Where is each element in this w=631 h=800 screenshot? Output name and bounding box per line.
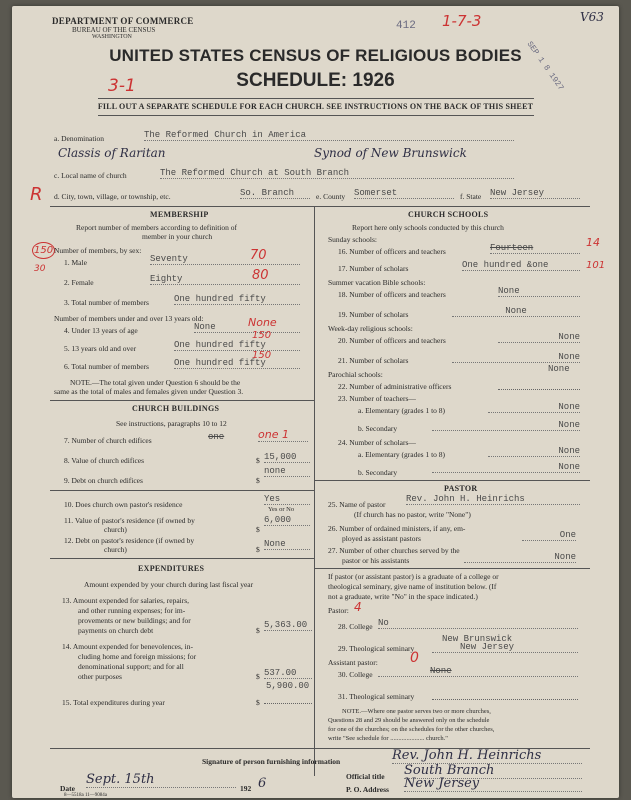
corner-mark: V63 <box>580 10 604 24</box>
other-churches-value: None <box>464 552 576 563</box>
scholars-label: 24. Number of scholars— <box>338 438 416 447</box>
edifices-typed: one <box>208 432 225 442</box>
total-expenditures-label: 15. Total expenditures during year <box>62 698 165 707</box>
benevolences-value: 537.00 <box>264 668 312 679</box>
assistant-hand-mark: 0 <box>410 650 419 666</box>
margin-30-mark: 30 <box>34 264 46 274</box>
official-title-hand: South Branch <box>404 763 582 779</box>
running-expenses-label-1: 13. Amount expended for salaries, repairs, <box>62 596 190 605</box>
assistant-subhead: Assistant pastor: <box>328 658 378 667</box>
pastor-rule <box>314 568 590 569</box>
signature-label: Signature of person furnishing information <box>202 757 341 766</box>
signature-hand: Rev. John H. Heinrichs <box>392 748 582 764</box>
admin-officers-label: 22. Number of administrative officers <box>338 382 452 391</box>
po-address-label: P. O. Address <box>346 785 389 794</box>
date-label: Date <box>60 784 75 793</box>
residence-debt-dollar: $ <box>256 545 260 554</box>
assistant-seminary-label: 31. Theological seminary <box>338 692 415 701</box>
other-churches-label-2: pastor or his assistants <box>342 556 410 565</box>
received-stamp: SEP 1 8 1927 <box>524 40 566 93</box>
membership-intro-1: Report number of members according to definition of <box>76 223 237 232</box>
expenditures-title: EXPENDITURES <box>138 564 205 573</box>
admin-officers-line <box>498 380 580 390</box>
benevolences-dollar: $ <box>256 672 260 681</box>
female-hand: 80 <box>252 268 269 283</box>
teachers-elementary-value: None <box>488 402 580 413</box>
summer-schools-label: Summer vacation Bible schools: <box>328 278 426 287</box>
sunday-teachers-hand: 14 <box>586 236 600 249</box>
running-expenses-label-4: payments on church debt <box>78 626 154 635</box>
membership-rule <box>50 400 314 401</box>
running-expenses-dollar: $ <box>256 626 260 635</box>
residence-debt-value: None <box>264 539 310 550</box>
owns-residence-label: 10. Does church own pastor's residence <box>64 500 183 509</box>
assistant-pastors-label-1: 26. Number of ordained ministers, if any, em- <box>328 524 466 533</box>
weekday-schools-label: Week-day religious schools: <box>328 324 413 333</box>
pastor-college-value: No <box>378 618 578 629</box>
other-churches-label-1: 27. Number of other churches served by the <box>328 546 460 555</box>
residence-value-label-1: 11. Value of pastor's residence (if owned by <box>64 516 195 525</box>
total-expenditures-line <box>264 694 312 704</box>
city-value: So. Branch <box>240 188 310 199</box>
residence-value: 6,000 <box>264 515 310 526</box>
yes-no-hint: Yes or No <box>268 506 295 513</box>
expenditures-intro: Amount expended by your church during last fiscal year <box>84 580 254 589</box>
state-label: f. State <box>460 192 482 201</box>
stamp-number: 412 <box>396 20 416 32</box>
synod-handwritten: Synod of New Brunswick <box>314 146 467 160</box>
pastor-hand-mark: 4 <box>354 600 362 614</box>
washington-heading: WASHINGTON <box>92 34 132 40</box>
pastor-note-4: write "See schedule for ..................... church." <box>328 735 448 742</box>
over-13-label: 5. 13 years old and over <box>64 344 137 353</box>
total-members-2-value: One hundred fifty <box>174 358 300 369</box>
edifice-value-dollar: $ <box>256 456 260 465</box>
female-value: Eighty <box>150 274 300 285</box>
census-schedule-sheet <box>12 6 619 798</box>
total-members-2-label: 6. Total number of members <box>64 362 149 371</box>
running-expenses-label-2: and other running expenses; for im- <box>78 606 186 615</box>
residence-debt-label-1: 12. Debt on pastor's residence (if owned by <box>64 536 195 545</box>
summer-scholars-value: None <box>452 306 580 317</box>
city-label: d. City, town, village, or township, etc. <box>54 192 171 201</box>
header-rule <box>98 98 534 99</box>
assistant-pastors-value: One <box>522 530 576 541</box>
year-prefix: 192 <box>240 784 252 793</box>
over-13-hand: 150 <box>252 330 272 341</box>
weekday-scholars-value: None <box>452 352 580 363</box>
membership-note-1: NOTE.—The total given under Question 6 should be the <box>70 378 241 387</box>
membership-intro-2: member in your church <box>142 232 213 241</box>
sunday-scholars-hand: 101 <box>586 260 606 271</box>
membership-note-2: same as the total of males and females given under Question 3. <box>54 387 244 396</box>
scholars-secondary-label: b. Secondary <box>358 468 398 477</box>
local-name-value: The Reformed Church at South Branch <box>160 168 514 179</box>
edifice-debt-value: none <box>264 466 310 477</box>
column-divider <box>314 206 315 776</box>
male-hand: 70 <box>250 248 267 263</box>
print-code: 8—5518a 11—9084a <box>64 793 108 798</box>
edifices-hand: one 1 <box>258 428 308 442</box>
teachers-elementary-label: a. Elementary (grades 1 to 8) <box>358 406 446 415</box>
summer-teachers-value: None <box>498 286 580 297</box>
male-label: 1. Male <box>64 258 87 267</box>
under-13-label: 4. Under 13 years of age <box>64 326 138 335</box>
official-title-label: Official title <box>346 772 385 781</box>
instruction-line: FILL OUT A SEPARATE SCHEDULE FOR EACH CHURCH. SEE INSTRUCTIONS ON THE BACK OF THIS SHEET <box>97 102 534 111</box>
residence-value-label-2: church) <box>104 525 127 534</box>
teachers-secondary-label: b. Secondary <box>358 424 398 433</box>
classis-handwritten: Classis of Raritan <box>58 146 166 160</box>
over-13-value: One hundred fifty <box>174 340 300 351</box>
assistant-seminary-line <box>432 690 578 700</box>
parochial-schools-label: Parochial schools: <box>328 370 383 379</box>
pastor-seminary-value-1: New Brunswick <box>442 634 513 644</box>
male-value: Seventy <box>150 254 300 265</box>
teachers-label: 23. Number of teachers— <box>338 394 416 403</box>
department-heading: DEPARTMENT OF COMMERCE <box>52 16 194 26</box>
edifice-value: 15,000 <box>264 452 310 463</box>
running-expenses-label-3: provements or new buildings; and for <box>78 616 191 625</box>
pastor-college-label: 28. College <box>338 622 373 631</box>
pastor-note-3: for one of the churches; on the schedules for the other churches, <box>328 726 495 733</box>
edifice-value-label: 8. Value of church edifices <box>64 456 145 465</box>
benevolences-label-1: 14. Amount expended for benevolences, in- <box>62 642 194 651</box>
state-value: New Jersey <box>490 188 580 199</box>
scholars-elementary-value: None <box>488 446 580 457</box>
edifice-debt-dollar: $ <box>256 476 260 485</box>
members-by-sex-label: Number of members, by sex: <box>54 246 142 255</box>
residence-rule <box>50 558 314 559</box>
pastor-name-label: 25. Name of pastor <box>328 500 386 509</box>
summer-teachers-label: 18. Number of officers and teachers <box>338 290 446 299</box>
edifices-label: 7. Number of church edifices <box>64 436 152 445</box>
form-title: UNITED STATES CENSUS OF RELIGIOUS BODIES <box>109 46 522 65</box>
pastor-note-1: NOTE.—Where one pastor serves two or more churches, <box>342 708 491 715</box>
pastor-seminary-value-2: New Jersey <box>432 642 578 653</box>
female-label: 2. Female <box>64 278 94 287</box>
schools-rule <box>314 480 590 481</box>
scholars-elementary-label: a. Elementary (grades 1 to 8) <box>358 450 446 459</box>
header-rule-2 <box>98 115 534 116</box>
total-expenditures-value: 5,900.00 <box>266 681 310 691</box>
schedule-title: SCHEDULE: 1926 <box>236 70 395 91</box>
pastor-name-hint: (If church has no pastor, write "None") <box>354 510 471 519</box>
county-label: e. County <box>316 192 346 201</box>
buildings-rule <box>50 490 314 491</box>
assistant-college-label: 30. College <box>338 670 373 679</box>
edifice-debt-label: 9. Debt on church edifices <box>64 476 143 485</box>
graduate-note-2: theological seminary, give name of institution below. (If <box>328 582 497 591</box>
denomination-value: The Reformed Church in America <box>144 130 514 141</box>
benevolences-label-4: other purposes <box>78 672 122 681</box>
po-address-hand: New Jersey <box>404 776 582 792</box>
year-hand: 6 <box>258 776 267 791</box>
pastor-note-2: Questions 28 and 29 should be answered only on the schedule <box>328 717 490 724</box>
sunday-teachers-value: Fourteen <box>490 243 580 254</box>
under-13-hand: None <box>248 316 277 329</box>
graduate-note-3: not a graduate, write "No" in the space indicated.) <box>328 592 478 601</box>
weekday-teachers-label: 20. Number of officers and teachers <box>338 336 446 345</box>
age-groups-label: Number of members under and over 13 years old: <box>54 314 204 323</box>
margin-r-mark: R <box>30 184 43 205</box>
running-expenses-value: 5,363.00 <box>264 620 312 631</box>
section-top-rule <box>50 206 590 207</box>
teachers-secondary-value: None <box>432 420 580 431</box>
weekday-teachers-value: None <box>498 332 580 343</box>
sunday-scholars-label: 17. Number of scholars <box>338 264 409 273</box>
local-name-label: c. Local name of church <box>54 171 127 180</box>
date-hand: Sept. 15th <box>86 772 236 788</box>
bureau-heading: BUREAU OF THE CENSUS <box>72 26 156 34</box>
scholars-secondary-value: None <box>432 462 580 473</box>
schools-intro: Report here only schools conducted by this church <box>352 223 504 232</box>
membership-title: MEMBERSHIP <box>150 210 209 219</box>
county-value: Somerset <box>354 188 454 199</box>
benevolences-label-3: denominational support; and for all <box>78 662 184 671</box>
buildings-intro: See instructions, paragraphs 10 to 12 <box>116 419 227 428</box>
weekday-scholars-label: 21. Number of scholars <box>338 356 409 365</box>
pastor-seminary-label: 29. Theological seminary <box>338 644 415 653</box>
margin-150-mark: 150 <box>32 242 55 259</box>
summer-scholars-label: 19. Number of scholars <box>338 310 409 319</box>
total-members-label: 3. Total number of members <box>64 298 149 307</box>
pastor-name-value: Rev. John H. Heinrichs <box>406 494 580 505</box>
sunday-teachers-label: 16. Number of officers and teachers <box>338 247 446 256</box>
pastor-title: PASTOR <box>444 484 478 493</box>
total-members-2-hand: 150 <box>252 350 272 361</box>
benevolences-label-2: cluding home and foreign missions; for <box>78 652 197 661</box>
under-13-value: None <box>194 322 300 333</box>
stamp-date: 1-7-3 <box>442 12 482 30</box>
assistant-college-value: None <box>378 666 578 677</box>
total-members-value: One hundred fifty <box>174 294 300 305</box>
handwritten-reference: 3-1 <box>108 76 136 96</box>
residence-debt-label-2: church) <box>104 545 127 554</box>
total-expenditures-dollar: $ <box>256 698 260 707</box>
buildings-title: CHURCH BUILDINGS <box>132 404 220 413</box>
sunday-scholars-value: One hundred &one <box>462 260 580 271</box>
assistant-pastors-label-2: ployed as assistant pastors <box>342 534 421 543</box>
graduate-note-1: If pastor (or assistant pastor) is a graduate of a college or <box>328 572 499 581</box>
pastor-subhead: Pastor: <box>328 606 349 615</box>
parochial-dash: None <box>548 364 570 374</box>
owns-residence-value: Yes <box>264 494 310 505</box>
sunday-schools-label: Sunday schools: <box>328 235 377 244</box>
denomination-label: a. Denomination <box>54 134 104 143</box>
residence-value-dollar: $ <box>256 525 260 534</box>
schools-title: CHURCH SCHOOLS <box>408 210 489 219</box>
